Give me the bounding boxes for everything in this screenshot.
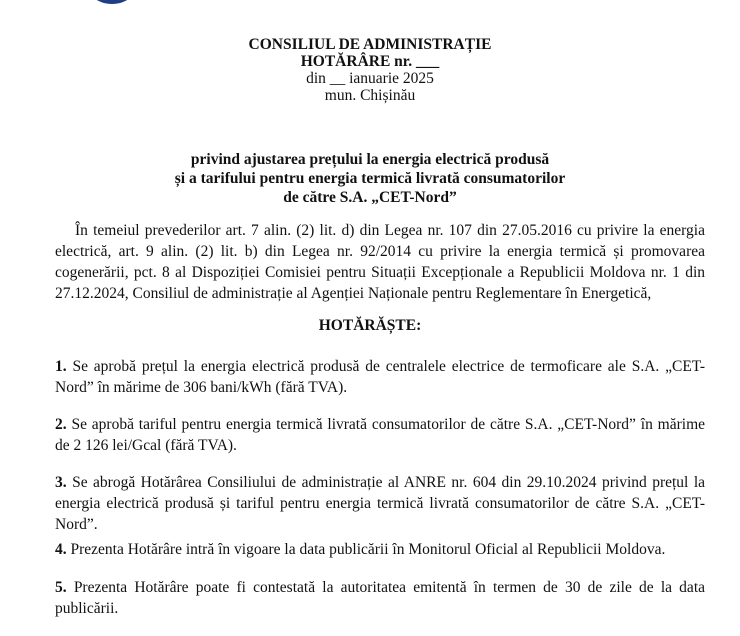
article-number: 3. — [55, 474, 67, 491]
article-number: 5. — [55, 579, 67, 596]
article-3 — [55, 472, 705, 535]
article-text: Se aprobă prețul la energia electrică produsă de centralele electrice de termoficare ale S.A. „CET-Nord” în mărime de 306 bani/kWh (fără TVA). — [55, 358, 705, 396]
article-1 — [55, 356, 705, 398]
article-number: 2. — [55, 416, 67, 433]
decides-heading: HOTĂRĂȘTE: — [318, 317, 422, 334]
preamble-paragraph: În temeiul prevederilor art. 7 alin. (2) lit. d) din Legea nr. 107 din 27.05.2016 cu privire la energia electrică, art. 9 alin. (2) lit. b) din Legea nr. 92/2014 cu privire la energia termică și promovarea cogenerării, pct. 8 al Dispoziției Comisiei pentru Situații Excepționale a Republicii Moldova nr. 1 din 27.12.2024, Consiliul de administrație al Agenției Naționale pentru Reglementare în Energetică, — [55, 222, 705, 302]
article-text: Se abrogă Hotărârea Consiliului de administrație al ANRE nr. 604 din 29.10.2024 privind prețul la energia electrică produsă și tariful pentru energia termică livrată consumatorilor de către S.A. „CET-Nord”. — [55, 474, 705, 533]
article-5 — [55, 577, 705, 619]
article-number: 1. — [55, 358, 67, 375]
article-text: Prezenta Hotărâre intră în vigoare la data publicării în Monitorul Oficial al Republicii Moldova. — [70, 541, 666, 558]
decision-number: HOTĂRÂRE nr. ___ — [300, 53, 440, 70]
article-4 — [55, 539, 705, 560]
council-name: CONSILIUL DE ADMINISTRAȚIE — [248, 36, 492, 53]
article-2 — [55, 414, 705, 456]
title-line-3: de către S.A. „CET-Nord” — [283, 189, 457, 206]
title-line-1: privind ajustarea prețului la energia electrică produsă — [190, 151, 550, 168]
article-text: Se aprobă tariful pentru energia termică livrată consumatorilor de către S.A. „CET-Nord” în mărime de 2 126 lei/Gcal (fără TVA). — [55, 416, 705, 454]
decision-city: mun. Chișinău — [324, 87, 416, 104]
emblem-logo — [84, 0, 140, 4]
title-line-2: și a tarifului pentru energia termică livrată consumatorilor — [174, 170, 566, 187]
document-header — [0, 36, 740, 104]
article-text: Prezenta Hotărâre poate fi contestată la autoritatea emitentă în termen de 30 de zile de la data publicării. — [55, 579, 706, 617]
document-title — [0, 150, 740, 207]
article-number: 4. — [55, 541, 67, 558]
decision-date: din __ ianuarie 2025 — [306, 70, 434, 87]
